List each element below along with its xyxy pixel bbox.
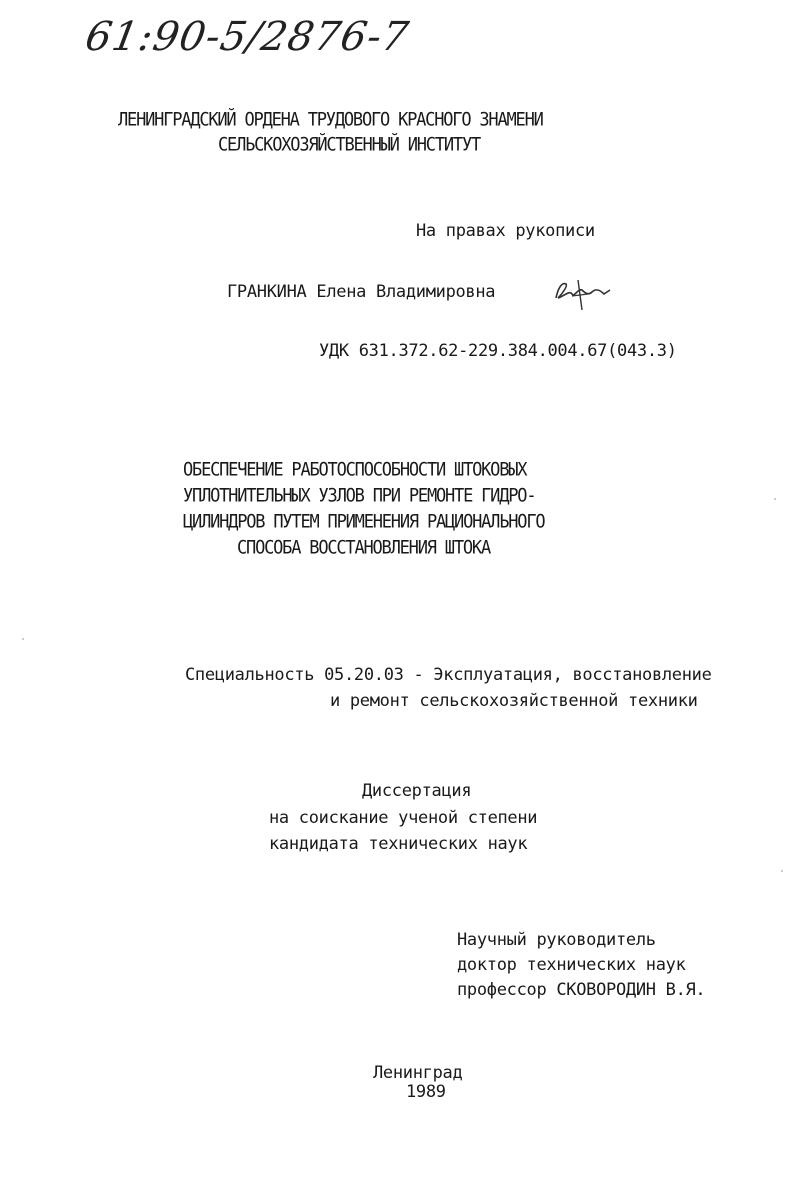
title-line-4: СПОСОБА ВОССТАНОВЛЕНИЯ ШТОКА [237,537,490,559]
author-signature [548,270,618,320]
author-name: ГРАНКИНА Елена Владимировна [227,282,496,302]
scan-speck [774,498,776,500]
degree-line-3: кандидата технических наук [269,834,528,854]
supervisor-line-2: доктор технических наук [457,955,686,975]
place: Ленинград [373,1063,463,1083]
scan-speck [781,870,783,872]
institution-line-1: ЛЕНИНГРАДСКИЙ ОРДЕНА ТРУДОВОГО КРАСНОГО ЗНАМЕНИ [118,109,543,131]
specialty-line-2: и ремонт сельскохозяйственной техники [330,691,698,711]
year: 1989 [406,1082,446,1102]
scan-speck [22,638,24,640]
institution-line-2: СЕЛЬСКОХОЗЯЙСТВЕННЫЙ ИНСТИТУТ [218,134,481,156]
rights-note: На правах рукописи [416,221,595,241]
degree-line-2: на соискание ученой степени [269,808,538,828]
supervisor-line-1: Научный руководитель [457,930,656,950]
udk-code: УДК 631.372.62-229.384.004.67(043.3) [319,341,677,361]
degree-line-1: Диссертация [362,781,472,801]
title-line-1: ОБЕСПЕЧЕНИЕ РАБОТОСПОСОБНОСТИ ШТОКОВЫХ [183,459,527,481]
title-line-3: ЦИЛИНДРОВ ПУТЕМ ПРИМЕНЕНИЯ РАЦИОНАЛЬНОГО [183,511,545,533]
specialty-line-1: Специальность 05.20.03 - Эксплуатация, восстановление [185,665,712,685]
title-line-2: УПЛОТНИТЕЛЬНЫХ УЗЛОВ ПРИ РЕМОНТЕ ГИДРО- [183,485,536,507]
archive-code-handwritten: 61:90-5/2876-7 [81,14,413,60]
supervisor-line-3: профессор СКОВОРОДИН В.Я. [457,980,706,1000]
